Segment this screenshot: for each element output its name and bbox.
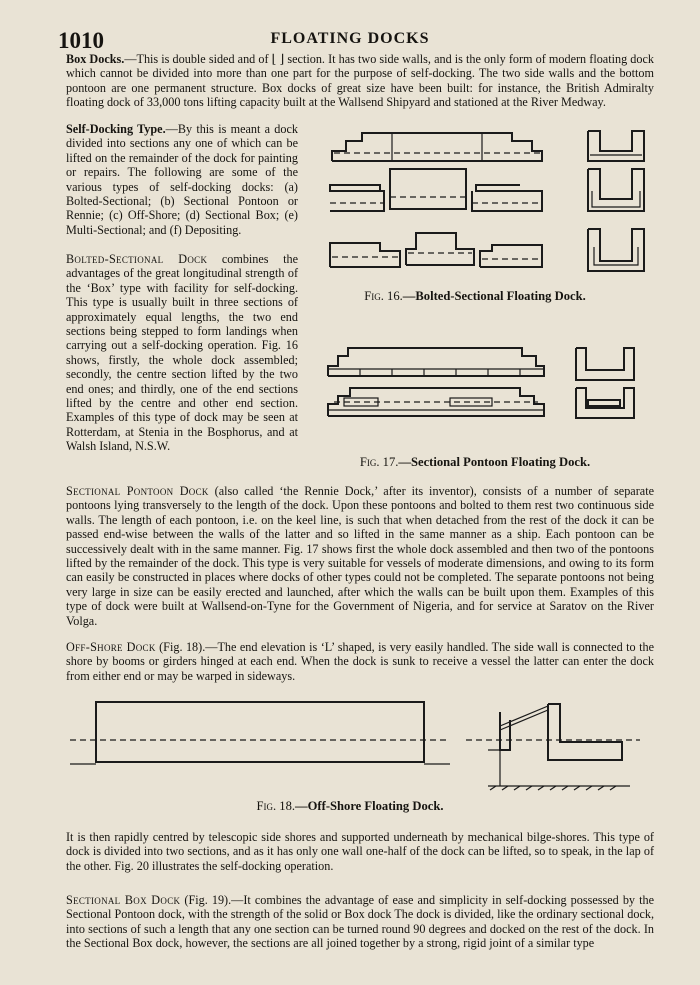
- fig16-text: —Bolted-Sectional Floating Dock.: [402, 289, 586, 303]
- fig17-pontoons-lifted: [328, 388, 544, 416]
- sectional-box-text: (Fig. 19).—It combines the advantage of ease and simplicity in self-docking possessed by the Sectional Pontoon dock, with the strength of the solid or Box dock The dock is divided, like the ordinary sectional dock, into sections of such a length that any one section can be turned round 90 degrees and docked on the rest of the dock. In the Sectional Box dock, however, the sections are all joined together by a strong, rigid joint of a similar type: [66, 893, 654, 951]
- fig17-end-view-1: [576, 348, 634, 380]
- sectional-pontoon-heading: Sectional Pontoon Dock: [66, 484, 209, 498]
- fig17-drawing: [320, 340, 660, 440]
- bolted-sectional-text: combines the advantages of the great longitudinal strength of the ‘Box’ type with facility for self-docking. This type is usually built in three sections of approximately equal lengths, the two end sections being stepped to form landings when carrying out a self-docking operation. Fig. 16 shows, firstly, the whole dock assembled; secondly, the centre section lifted by the two end ones; and thirdly, one of the end sections lifted by the centre and other end section. Examples of this type of dock may be seen at Rotterdam, at Stenia in the Bosphorus, and at Walsh Island, N.S.W.: [66, 252, 298, 454]
- fig16-label: Fig. 16.: [364, 289, 403, 303]
- off-shore-text: (Fig. 18).—The end elevation is ‘L’ shaped, is very easily handled. The side wall is connected to the shore by booms or girders hinged at each end. When the dock is sunk to receive a vessel the latter can enter the dock from either end or may be warped in sideways.: [66, 640, 654, 683]
- sectional-box-heading: Sectional Box Dock: [66, 893, 181, 907]
- box-docks-paragraph: [66, 52, 654, 110]
- fig17-caption: [330, 455, 620, 470]
- fig16-end-view-3: [588, 229, 644, 271]
- box-docks-heading: Box Docks.: [66, 52, 125, 66]
- fig17-label: Fig. 17.: [359, 455, 399, 469]
- bolted-sectional-heading: Bolted-Sectional Dock: [66, 252, 208, 266]
- fig18-label: Fig. 18.: [256, 799, 296, 813]
- fig17-end-view-2: [576, 388, 634, 418]
- fig16-centre-lifted: [330, 169, 542, 211]
- fig16-assembled-dock: [332, 133, 542, 161]
- fig18-end-elevation: [466, 704, 640, 790]
- sectional-box-paragraph: [66, 893, 654, 951]
- fig16-drawing: [320, 125, 660, 285]
- page-number: 1010: [58, 28, 104, 53]
- fig18-drawing: [70, 690, 670, 800]
- off-shore-continuation: It is then rapidly centred by telescopic side shores and supported underneath by mechanical bilge-shores. This type of dock is divided into two sections, and as it has only one wall one-half of the dock can be lifted, so to speak, in the lap of the other. Fig. 20 illustrates the self-docking operation.: [66, 830, 654, 873]
- fig16-end-lifted: [330, 233, 542, 267]
- bolted-sectional-paragraph: [66, 252, 298, 454]
- fig17-assembled-dock: [328, 348, 544, 376]
- running-head: FLOATING DOCKS: [270, 30, 430, 47]
- fig17-text: —Sectional Pontoon Floating Dock.: [398, 455, 591, 469]
- self-docking-heading: Self-Docking Type.: [66, 122, 166, 136]
- sectional-pontoon-paragraph: [66, 484, 654, 628]
- fig16-caption: [330, 289, 620, 304]
- fig16-end-view-1: [588, 131, 644, 161]
- box-docks-text: —This is double sided and of ⌊ ⌋ section. It has two side walls, and is the only form of modern floating dock which cannot be divided into more than one part for the purpose of self-docking. The two side walls and the bottom pontoon are one permanent structure. Box docks of great size have been built: for instance, the British Admiralty floating dock of 33,000 tons lifting capacity built at the Wallsend Shipyard and stationed at the River Medway.: [66, 52, 654, 110]
- fig16-end-view-2: [588, 169, 644, 211]
- off-shore-paragraph: [66, 640, 654, 683]
- off-shore-heading: Off-Shore Dock: [66, 640, 156, 654]
- sectional-pontoon-text: (also called ‘the Rennie Dock,’ after its inventor), consists of a number of separate pontoons lying transversely to the length of the dock. Upon these pontoons and bolted to them rest two continuous side walls. The length of each pontoon, i.e. on the keel line, is such that when detached from the rest of the dock it can be passed end-wise between the walls of the latter and so lifted in the same manner as a ship. Each pontoon can be successively dealt with in the same manner. Fig. 17 shows first the whole dock assembled and then two of the pontoons lifted by the remainder of the dock. This type is very suitable for vessels of moderate dimensions, and owing to its form can easily be constructed in places where docks of other types could not be completed. The separate pontoons not being very large in size can be easily erected and launched, after which the walls can be built upon them. Examples of this type of dock were built at Wallsend-on-Tyne for the Government of Nigeria, and for service at Saratov on the River Volga.: [66, 484, 654, 628]
- self-docking-text: —By this is meant a dock divided into sections any one of which can be lifted on the remainder of the dock for painting or repairs. The following are some of the various types of self-docking docks: (a) Bolted-Sectional; (b) Sectional Pontoon or Rennie; (c) Off-Shore; (d) Sectional Box; (e) Multi-Sectional; and (f) Depositing.: [66, 122, 298, 237]
- fig18-caption: [200, 799, 500, 814]
- fig18-text: —Off-Shore Floating Dock.: [295, 799, 444, 813]
- self-docking-paragraph: [66, 122, 298, 237]
- fig18-side-elevation: [70, 702, 450, 764]
